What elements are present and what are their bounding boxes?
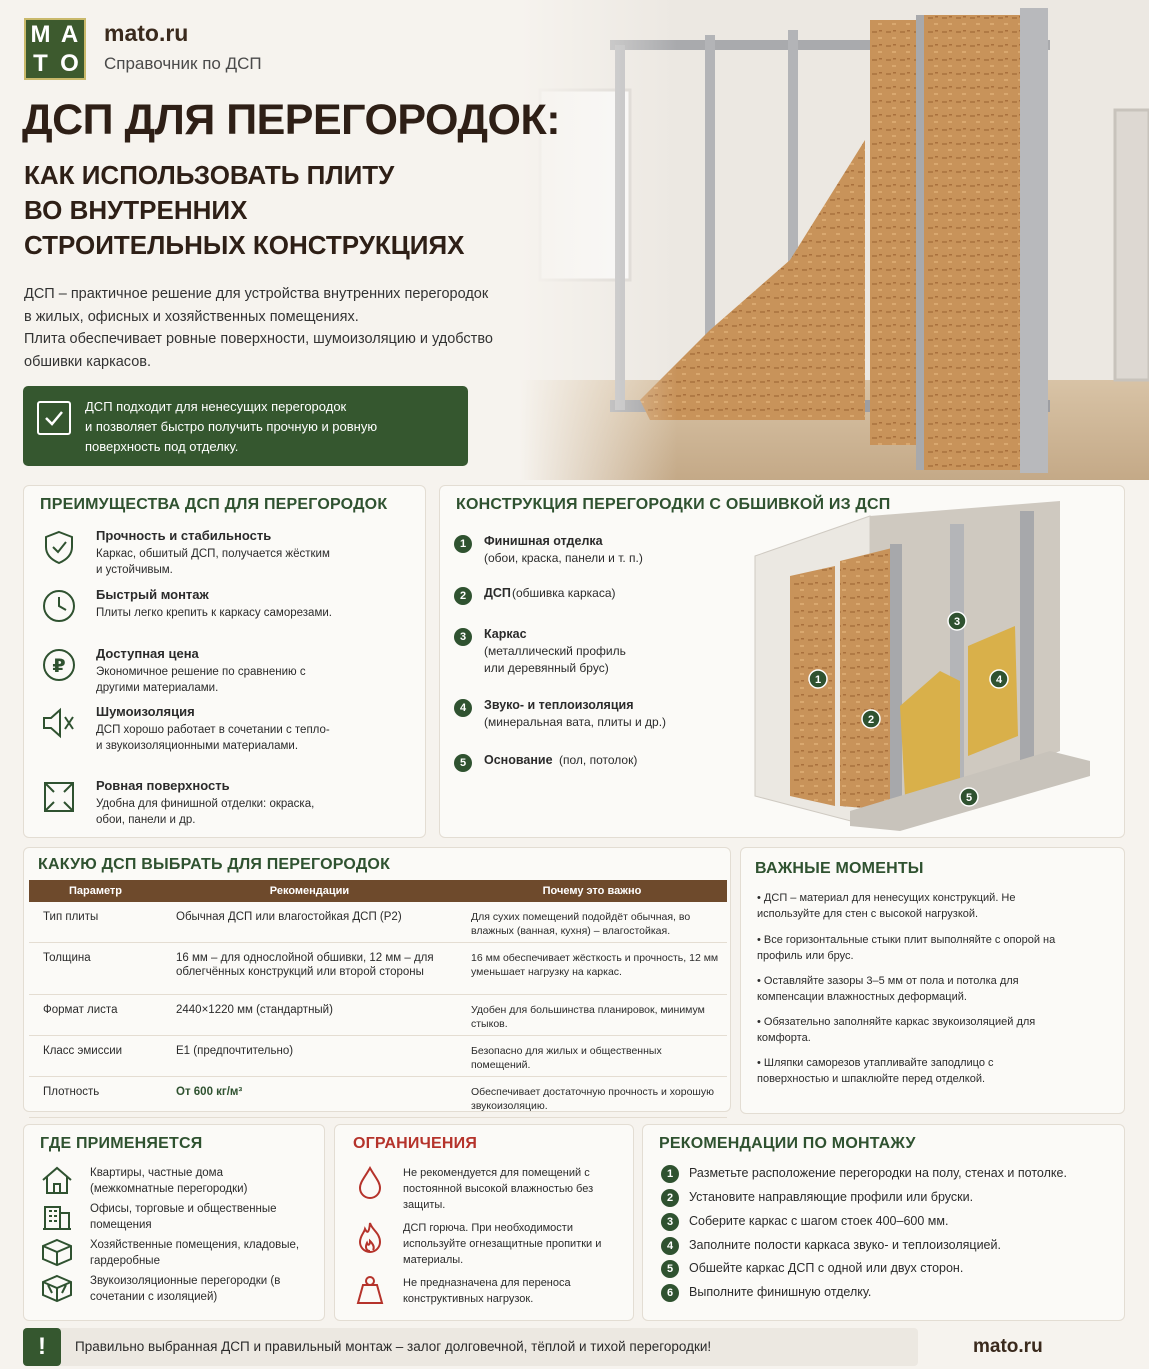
limit-item: ДСП горюча. При необходимости используйте огнезащитные пропитки и материалы. xyxy=(403,1222,602,1266)
sound-icon xyxy=(40,704,78,742)
site-name[interactable]: mato.ru xyxy=(104,20,189,46)
limit-item: Не рекомендуется для помещений с постоянной высокой влажностью без защиты. xyxy=(403,1167,594,1211)
advantage-title: Быстрый монтаж xyxy=(96,587,209,602)
clock-icon xyxy=(40,587,78,625)
where-item: Квартиры, частные дома (межкомнатные перегородки) xyxy=(90,1167,248,1195)
construction-item-title: Каркас xyxy=(484,627,527,641)
step-number: 4 xyxy=(661,1237,679,1255)
table-cell: От 600 кг/м³ xyxy=(162,1077,457,1118)
construction-item xyxy=(454,753,638,772)
mount-step-text: Разметьте расположение перегородки на полу, стенах и потолке. xyxy=(689,1166,1067,1180)
house-icon xyxy=(40,1165,74,1195)
logo[interactable] xyxy=(24,18,86,80)
construction-item-desc: (пол, потолок) xyxy=(559,753,638,767)
step-number: 5 xyxy=(454,754,472,772)
construction-item-title: Основание xyxy=(484,753,553,767)
table-row xyxy=(29,995,727,1036)
box-icon xyxy=(40,1237,74,1267)
footer-text: Правильно выбранная ДСП и правильный монтаж – залог долговечной, тёплой и тихой перегородки! xyxy=(75,1339,712,1354)
construction-item xyxy=(454,586,616,605)
advantage-title: Прочность и стабильность xyxy=(96,528,272,543)
step-number: 5 xyxy=(661,1260,679,1278)
mount-step-text: Соберите каркас с шагом стоек 400–600 мм. xyxy=(689,1214,949,1228)
construction-item xyxy=(454,627,626,675)
step-number: 1 xyxy=(661,1165,679,1183)
advantage-title: Шумоизоляция xyxy=(96,704,195,719)
construction-item xyxy=(454,698,667,729)
construction-item-desc: (минеральная вата, плиты и др.) xyxy=(484,715,667,729)
advantage-desc: Экономичное решение по сравнению с другими материалами. xyxy=(96,666,306,694)
construction-item-desc: (металлический профиль xyxy=(484,644,626,658)
drop-icon xyxy=(355,1165,385,1199)
choose-title: КАКУЮ ДСП ВЫБРАТЬ ДЛЯ ПЕРЕГОРОДОК xyxy=(38,856,391,873)
step-number: 6 xyxy=(661,1284,679,1302)
advantage-desc: Удобна для финишной отделки: окраска, обои, панели и др. xyxy=(96,798,315,826)
table-cell: 16 мм – для однослойной обшивки, 12 мм – для облегчённых конструкций или второй стороны xyxy=(162,943,457,995)
important-item: • Оставляйте зазоры 3–5 мм от пола и потолка для компенсации влажностных деформаций. xyxy=(757,975,1019,1003)
page-title: ДСП ДЛЯ ПЕРЕГОРОДОК: xyxy=(22,96,561,144)
limits-title: ОГРАНИЧЕНИЯ xyxy=(353,1135,478,1152)
logo-letter: Т xyxy=(33,49,48,77)
table-cell: Класс эмиссии xyxy=(29,1036,162,1077)
where-card xyxy=(23,1124,325,1321)
where-title: ГДЕ ПРИМЕНЯЕТСЯ xyxy=(40,1135,203,1152)
advantages-title: ПРЕИМУЩЕСТВА ДСП ДЛЯ ПЕРЕГОРОДОК xyxy=(40,496,388,513)
advantage-desc: ДСП хорошо работает в сочетании с тепло- и звукоизоляционными материалами. xyxy=(96,724,330,752)
subtitle-line: СТРОИТЕЛЬНЫХ КОНСТРУКЦИЯХ xyxy=(24,230,465,260)
hero-illustration xyxy=(520,0,1149,480)
important-text: Все горизонтальные стыки плит выполняйте с опорой на профиль или брус. xyxy=(757,934,1056,962)
page-subtitle xyxy=(24,158,465,263)
table-cell: Безопасно для жилых и общественных помещений. xyxy=(457,1036,727,1077)
advantage-desc: Каркас, обшитый ДСП, получается жёстким и устойчивым. xyxy=(96,548,330,576)
callout-line: и позволяет быстро получить прочную и ровную xyxy=(85,419,378,434)
table-cell: Обычная ДСП или влагостойкая ДСП (Р2) xyxy=(162,902,457,943)
step-number: 2 xyxy=(661,1189,679,1207)
table-cell: Формат листа xyxy=(29,995,162,1036)
table-header: Параметр xyxy=(29,880,162,902)
important-item: • Обязательно заполняйте каркас звукоизоляцией для комфорта. xyxy=(757,1016,1036,1044)
table-row xyxy=(29,902,727,943)
table-cell: Удобен для большинства планировок, минимум стыков. xyxy=(457,995,727,1036)
shield-icon xyxy=(40,528,78,566)
advantage-desc: Плиты легко крепить к каркасу саморезами. xyxy=(96,607,332,619)
construction-item-desc: или деревянный брус) xyxy=(484,661,609,675)
svg-text:5: 5 xyxy=(965,792,973,804)
callout-box xyxy=(23,386,468,466)
svg-text:1: 1 xyxy=(814,674,822,686)
table-row xyxy=(29,1077,727,1118)
svg-text:2: 2 xyxy=(867,714,875,726)
table-cell: Тип плиты xyxy=(29,902,162,943)
choose-card xyxy=(23,847,731,1112)
important-item: • ДСП – материал для ненесущих конструкций. Не используйте для стен с высокой нагрузкой. xyxy=(757,892,1016,920)
table-cell: Толщина xyxy=(29,943,162,995)
where-item: Офисы, торговые и общественные помещения xyxy=(90,1203,277,1231)
advantage-title: Доступная цена xyxy=(96,646,199,661)
where-item: Звукоизоляционные перегородки (в сочетании с изоляцией) xyxy=(90,1275,281,1303)
callout-line: ДСП подходит для ненесущих перегородок xyxy=(85,399,347,414)
advantage-title: Ровная поверхность xyxy=(96,778,230,793)
intro-line: обшивки каркасов. xyxy=(24,353,152,370)
important-title: ВАЖНЫЕ МОМЕНТЫ xyxy=(755,860,924,877)
table-cell: Плотность xyxy=(29,1077,162,1118)
insulation-icon xyxy=(40,1273,74,1303)
logo-letter: А xyxy=(60,20,79,48)
callout-line: поверхность под отделку. xyxy=(85,439,239,454)
table-cell: 2440×1220 мм (стандартный) xyxy=(162,995,457,1036)
construction-item-title: Звуко- и теплоизоляция xyxy=(484,698,634,712)
mount-title: РЕКОМЕНДАЦИИ ПО МОНТАЖУ xyxy=(659,1135,916,1152)
intro-line: Плита обеспечивает ровные поверхности, шумоизоляцию и удобство xyxy=(24,331,493,347)
construction-item xyxy=(454,534,643,565)
table-cell: Для сухих помещений подойдёт обычная, во влажных (ванная, кухня) – влагостойкая. xyxy=(457,902,727,943)
subtitle-line: КАК ИСПОЛЬЗОВАТЬ ПЛИТУ xyxy=(24,160,395,190)
footer-site[interactable]: mato.ru xyxy=(973,1336,1043,1357)
step-number: 1 xyxy=(454,535,472,553)
construction-item-desc: (обои, краска, панели и т. п.) xyxy=(484,551,643,565)
office-icon xyxy=(40,1201,74,1231)
construction-item-title: ДСП xyxy=(484,586,511,600)
important-text: Оставляйте зазоры 3–5 мм от пола и потолка для компенсации влажностных деформаций. xyxy=(757,975,1019,1003)
important-text: Обязательно заполняйте каркас звукоизоляцией для комфорта. xyxy=(757,1016,1036,1044)
important-item: • Все горизонтальные стыки плит выполняйте с опорой на профиль или брус. xyxy=(757,934,1056,962)
important-item: • Шляпки саморезов утапливайте заподлицо с поверхностью и шпаклюйте перед отделкой. xyxy=(757,1057,994,1085)
mount-step-text: Заполните полости каркаса звуко- и теплоизоляцией. xyxy=(689,1238,1001,1252)
intro-line: ДСП – практичное решение для устройства внутренних перегородок xyxy=(24,286,489,302)
table-cell: Е1 (предпочтительно) xyxy=(162,1036,457,1077)
intro-text xyxy=(24,283,493,373)
where-item: Хозяйственные помещения, кладовые, гардеробные xyxy=(90,1239,300,1267)
advantages-card xyxy=(23,485,426,838)
table-header: Рекомендации xyxy=(162,880,457,902)
table-cell: 16 мм обеспечивает жёсткость и прочность, 12 мм уменьшает нагрузку на каркас. xyxy=(457,943,727,995)
fire-icon xyxy=(355,1220,385,1254)
step-number: 2 xyxy=(454,587,472,605)
weight-icon xyxy=(355,1273,385,1307)
svg-text:4: 4 xyxy=(995,674,1003,686)
table-row xyxy=(29,943,727,995)
construction-card xyxy=(439,485,1125,838)
svg-text:3: 3 xyxy=(953,616,961,628)
table-header-row xyxy=(29,880,727,902)
mount-step-text: Обшейте каркас ДСП с одной или двух сторон. xyxy=(689,1261,964,1275)
choose-table xyxy=(29,880,727,1118)
footer-bar xyxy=(23,1328,918,1366)
ruble-icon xyxy=(40,646,78,684)
important-card xyxy=(740,847,1125,1114)
table-row xyxy=(29,1036,727,1077)
callout-text xyxy=(85,397,377,457)
table-header: Почему это важно xyxy=(457,880,727,902)
subtitle-line: ВО ВНУТРЕННИХ xyxy=(24,195,248,225)
limits-card xyxy=(334,1124,634,1321)
table-cell: Обеспечивает достаточную прочность и хорошую звукоизоляцию. xyxy=(457,1077,727,1118)
mount-step-text: Выполните финишную отделку. xyxy=(689,1285,872,1299)
svg-text:₽: ₽ xyxy=(52,655,66,677)
important-text: Шляпки саморезов утапливайте заподлицо с поверхностью и шпаклюйте перед отделкой. xyxy=(757,1057,994,1085)
logo-letter: О xyxy=(60,49,79,77)
intro-line: в жилых, офисных и хозяйственных помещениях. xyxy=(24,308,359,325)
construction-item-title: Финишная отделка xyxy=(484,534,603,548)
limit-item: Не предназначена для переноса конструктивных нагрузок. xyxy=(403,1277,571,1305)
step-number: 3 xyxy=(661,1213,679,1231)
step-number: 3 xyxy=(454,628,472,646)
site-subtitle: Справочник по ДСП xyxy=(104,54,262,73)
warning-icon: ! xyxy=(23,1328,61,1366)
logo-letter: М xyxy=(30,20,51,48)
construction-item-desc: (обшивка каркаса) xyxy=(512,586,616,600)
construction-title: КОНСТРУКЦИЯ ПЕРЕГОРОДКИ С ОБШИВКОЙ ИЗ ДСП xyxy=(456,496,891,513)
mount-card xyxy=(642,1124,1125,1321)
important-text: ДСП – материал для ненесущих конструкций. Не используйте для стен с высокой нагрузкой. xyxy=(757,892,1016,920)
mount-step-text: Установите направляющие профили или бруски. xyxy=(689,1190,974,1204)
surface-icon xyxy=(40,778,78,816)
step-number: 4 xyxy=(454,699,472,717)
check-icon xyxy=(37,401,71,435)
construction-diagram xyxy=(750,496,1120,831)
